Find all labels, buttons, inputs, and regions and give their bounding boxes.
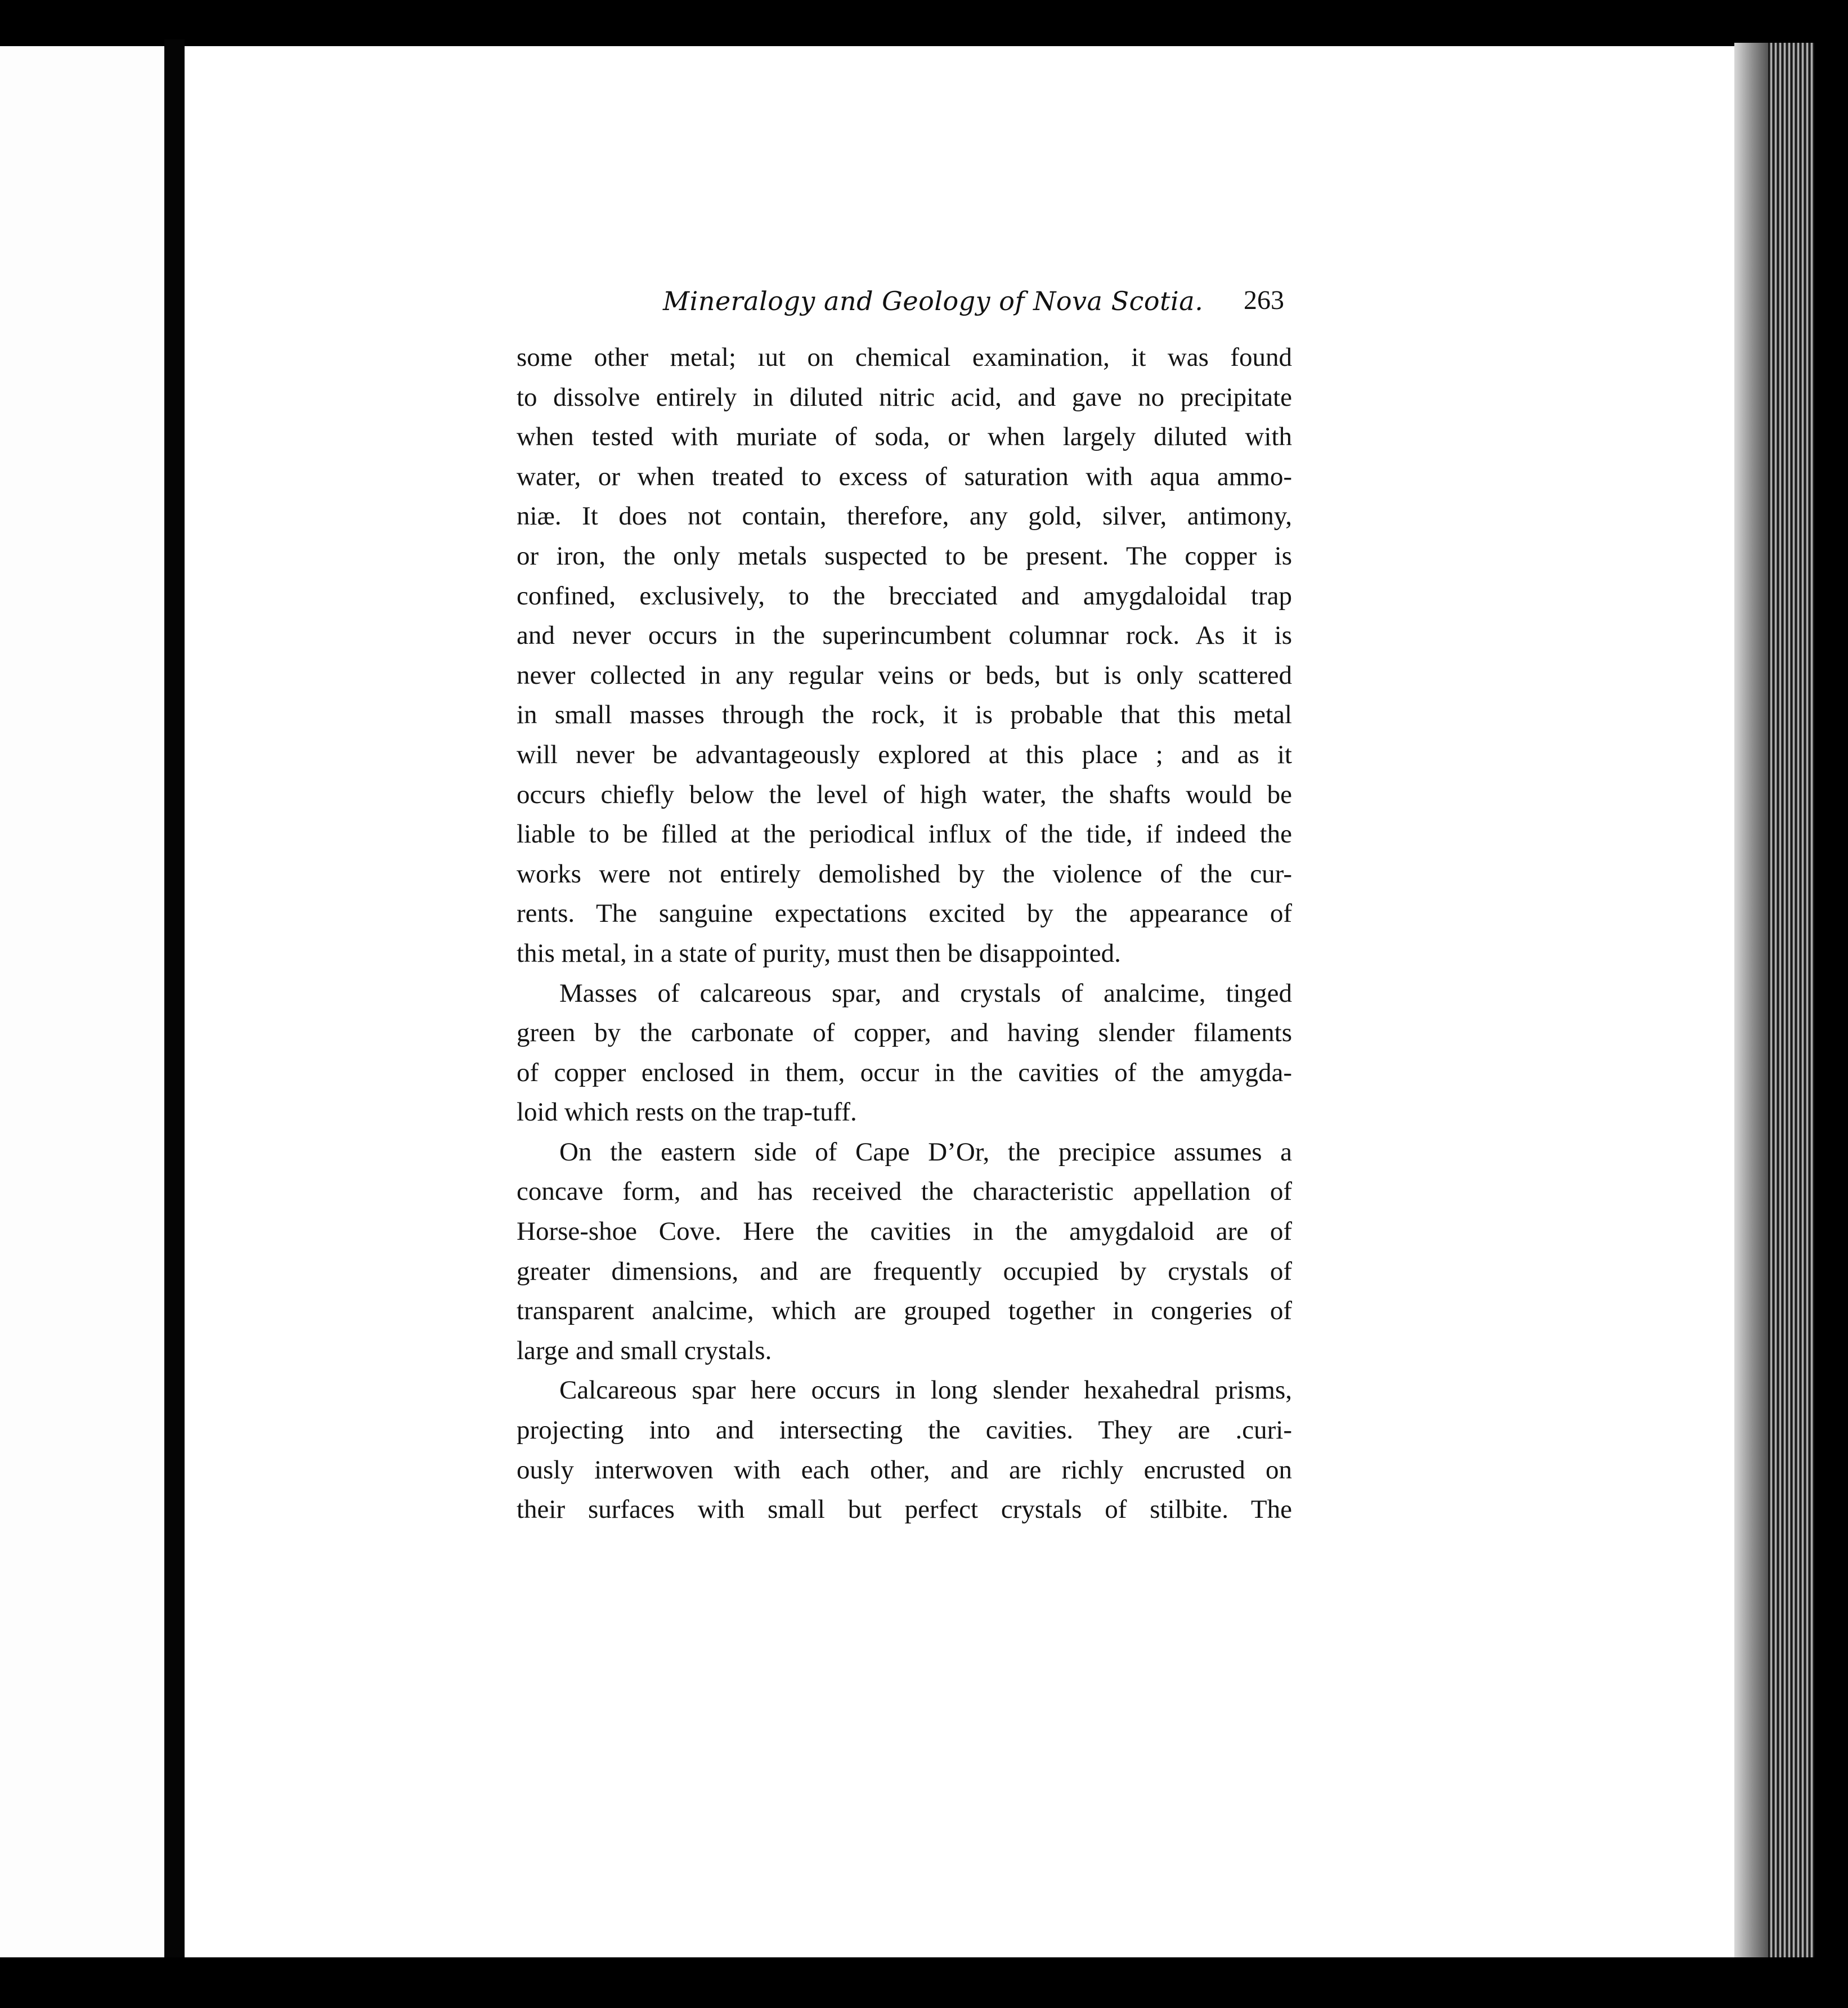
- text-line: liable to be filled at the periodical influx of the tide, if indeed the: [517, 819, 1292, 849]
- running-title: Mineralogy and Geology of Nova Scotia.: [663, 286, 1204, 316]
- text-line: to dissolve entirely in diluted nitric acid, and gave no precipitate: [517, 382, 1292, 412]
- text-line: niæ. It does not contain, therefore, any gold, silver, antimony,: [517, 501, 1292, 531]
- text-line: loid which rests on the trap-tuff.: [517, 1097, 857, 1127]
- text-line: will never be advantageously explored at this place ; and as it: [517, 739, 1292, 769]
- scan-border-right: [1814, 34, 1848, 1964]
- paragraph: [517, 1370, 1292, 1529]
- paragraph: [517, 974, 1292, 1132]
- paragraph: [517, 338, 1292, 974]
- text-line: when tested with muriate of soda, or when largely diluted with: [517, 422, 1292, 452]
- page-edge-shadow: [1734, 43, 1768, 1957]
- text-line: in small masses through the rock, it is probable that this metal: [517, 700, 1292, 730]
- text-line: occurs chiefly below the level of high water, the shafts would be: [517, 779, 1292, 809]
- body-text: [517, 338, 1292, 1530]
- text-line: concave form, and has received the characteristic appellation of: [517, 1177, 1292, 1207]
- text-line: ously interwoven with each other, and are richly encrusted on: [517, 1455, 1292, 1485]
- text-line: water, or when treated to excess of saturation with aqua ammo-: [517, 461, 1292, 491]
- text-line: On the eastern side of Cape D’Or, the precipice assumes a: [559, 1137, 1292, 1167]
- text-line: green by the carbonate of copper, and having slender filaments: [517, 1018, 1292, 1048]
- text-line: Horse-shoe Cove. Here the cavities in the amygdaloid are of: [517, 1217, 1292, 1247]
- text-line: or iron, the only metals suspected to be present. The copper is: [517, 541, 1292, 571]
- text-line: projecting into and intersecting the cavities. They are .curi-: [517, 1415, 1292, 1445]
- page-stack-edges: [1768, 43, 1814, 1957]
- text-line: transparent analcime, which are grouped together in congeries of: [517, 1296, 1292, 1326]
- text-line: of copper enclosed in them, occur in the cavities of the amygda-: [517, 1057, 1292, 1087]
- text-line: never collected in any regular veins or beds, but is only scattered: [517, 660, 1292, 690]
- book-gutter: [164, 39, 185, 1964]
- text-line: rents. The sanguine expectations excited by the appearance of: [517, 899, 1292, 929]
- text-line: greater dimensions, and are frequently occupied by crystals of: [517, 1256, 1292, 1286]
- scan-border-top: [0, 0, 1848, 46]
- text-line: this metal, in a state of purity, must then be disappointed.: [517, 938, 1121, 968]
- facing-page-edge: [0, 46, 164, 1957]
- text-line: their surfaces with small but perfect crystals of stilbite. The: [517, 1495, 1292, 1525]
- text-line: and never occurs in the superincumbent columnar rock. As it is: [517, 621, 1292, 651]
- text-line: Calcareous spar here occurs in long slender hexahedral prisms,: [559, 1375, 1292, 1405]
- text-line: works were not entirely demolished by the violence of the cur-: [517, 859, 1292, 889]
- page-number: 263: [1244, 285, 1284, 315]
- scan-border-bottom: [0, 1957, 1848, 2008]
- text-line: some other metal; ıut on chemical examination, it was found: [517, 343, 1292, 372]
- text-line: large and small crystals.: [517, 1335, 772, 1365]
- paragraph: [517, 1132, 1292, 1371]
- text-line: Masses of calcareous spar, and crystals of analcime, tinged: [559, 978, 1292, 1008]
- text-line: confined, exclusively, to the brecciated and amygdaloidal trap: [517, 581, 1292, 611]
